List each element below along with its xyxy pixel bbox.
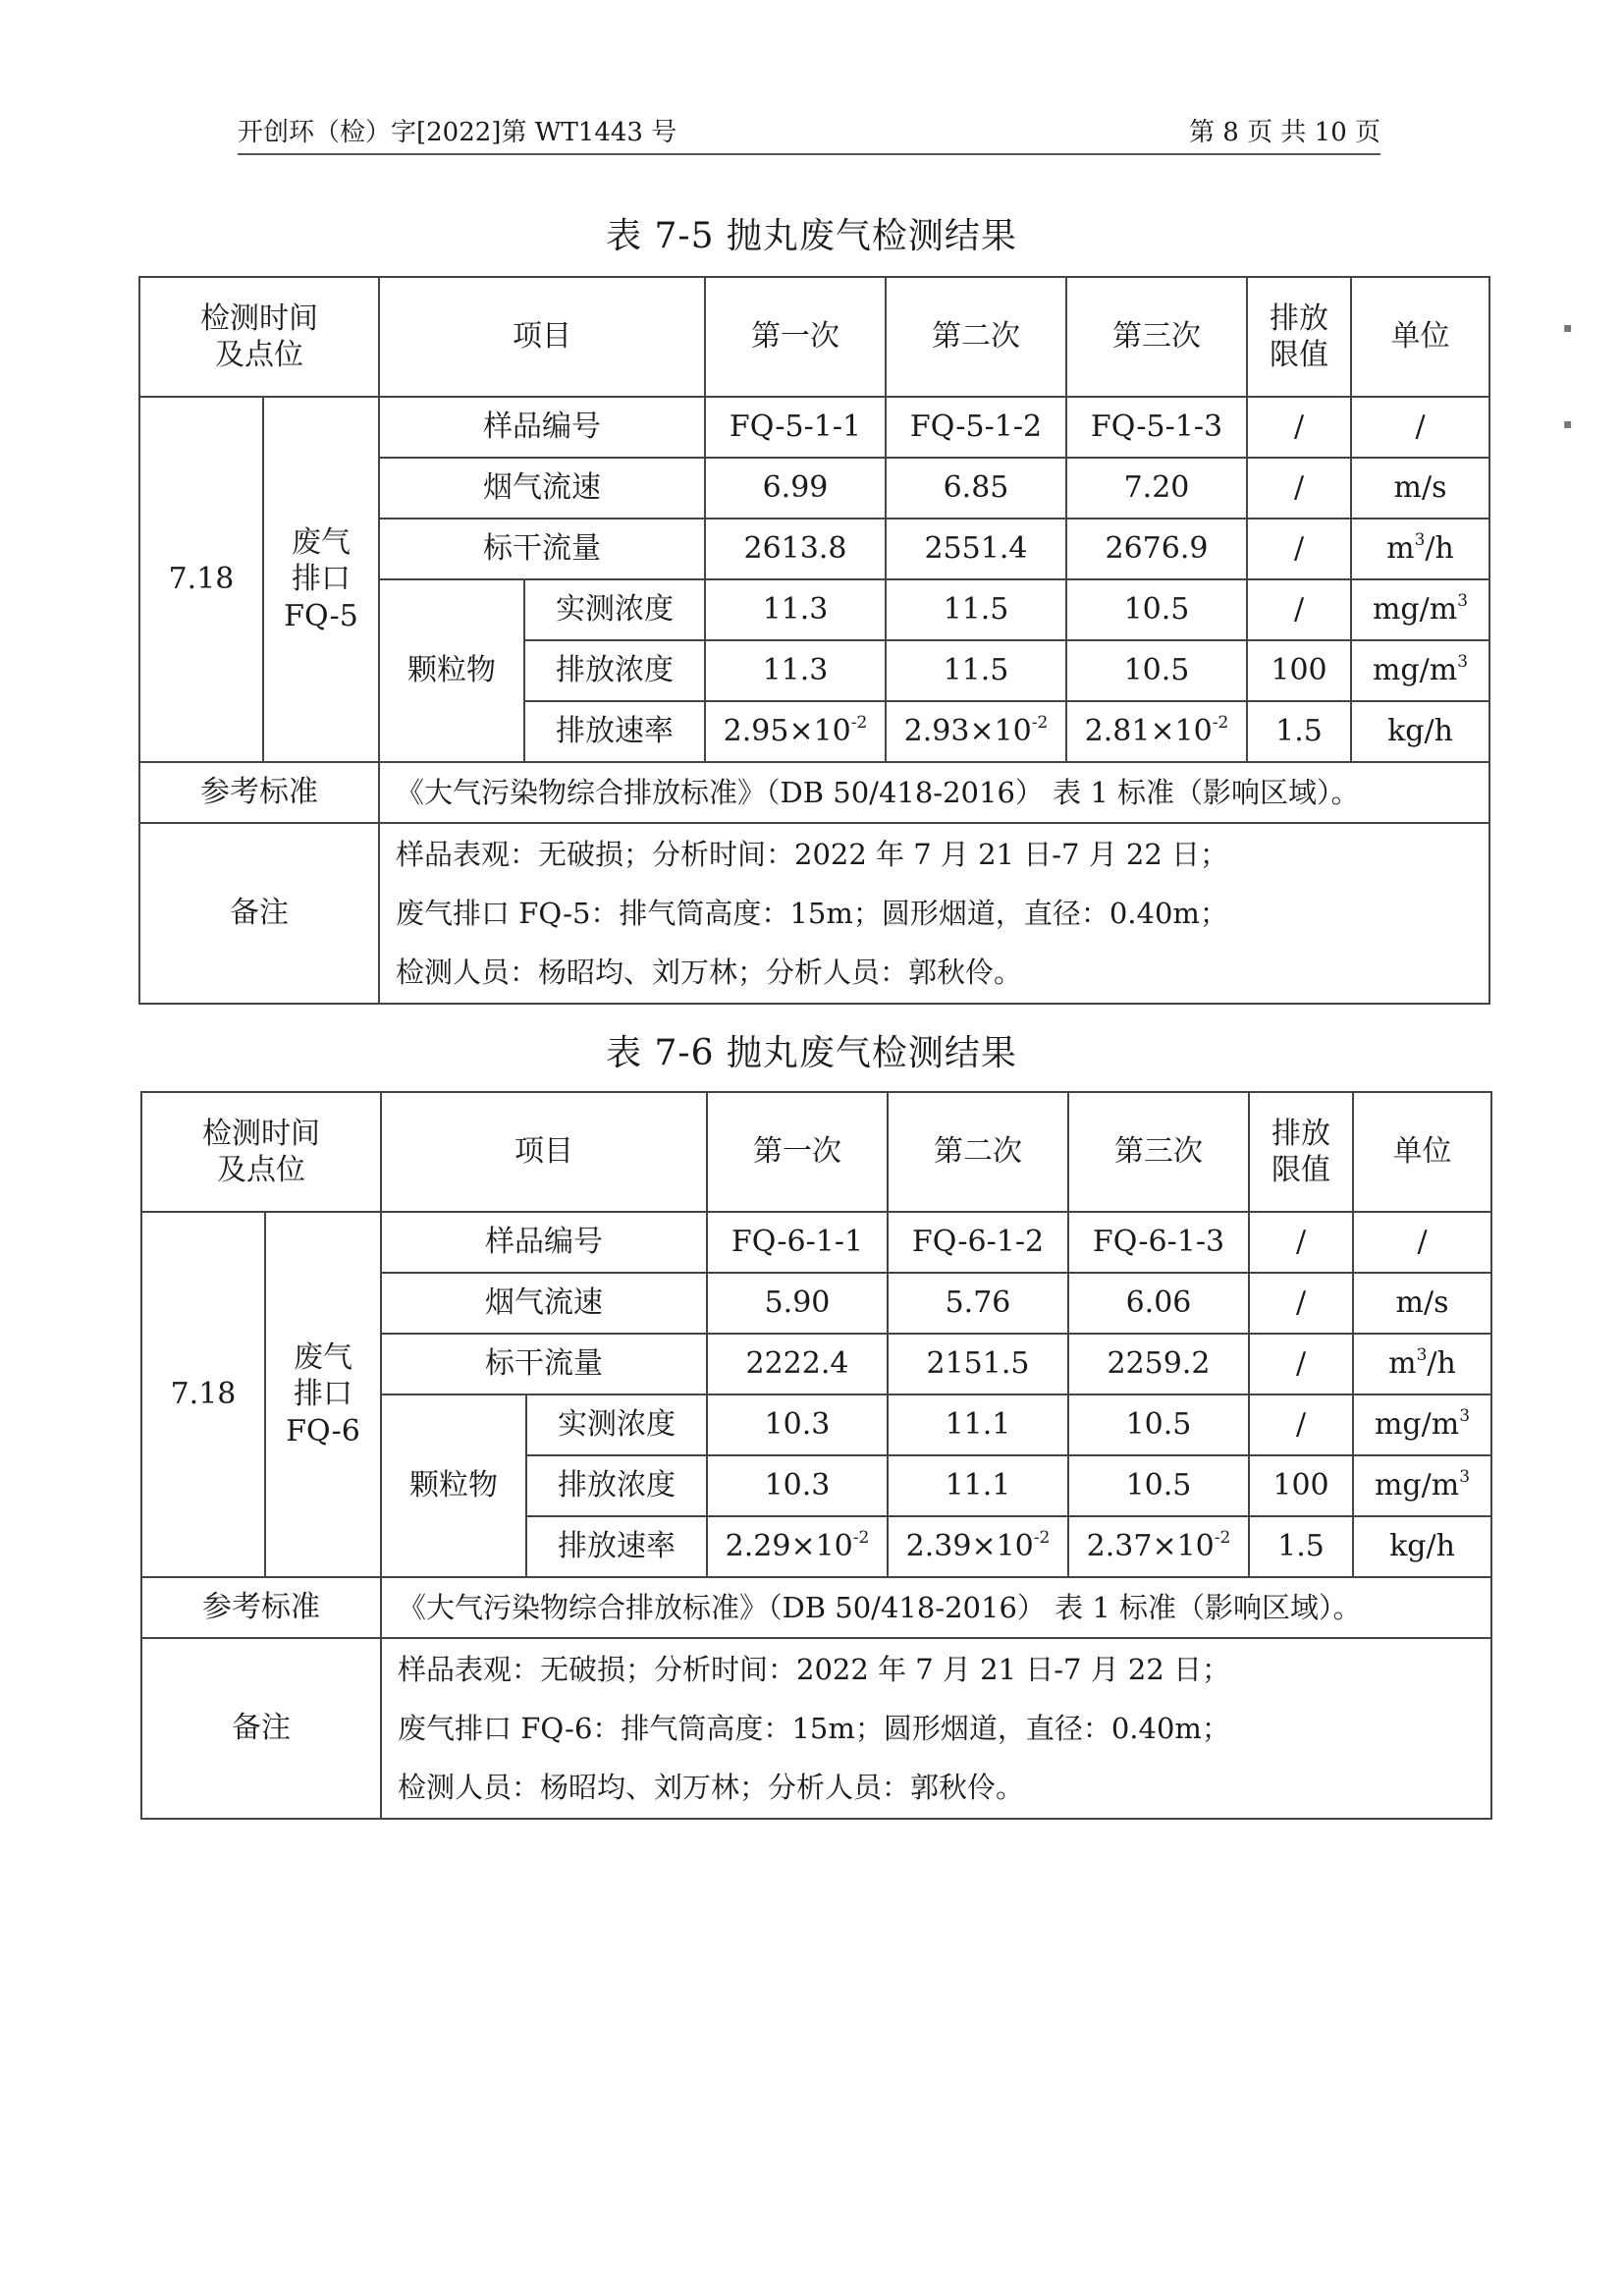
scan-speck: ▪	[1563, 416, 1573, 432]
limit-cell: 1.5	[1249, 1516, 1353, 1577]
header-second: 第二次	[886, 277, 1066, 397]
value-cell: 10.3	[707, 1455, 888, 1516]
value-cell: FQ-6-1-3	[1068, 1212, 1249, 1273]
reference-label: 参考标准	[139, 762, 379, 823]
item-cell: 排放速率	[524, 701, 705, 762]
item-cell: 烟气流速	[379, 458, 705, 519]
value-cell: 6.06	[1068, 1273, 1249, 1334]
limit-cell: 100	[1247, 640, 1351, 701]
table-header-row	[141, 1092, 1491, 1212]
unit-cell: $mg/m^3$	[1351, 579, 1489, 640]
value-cell: 5.90	[707, 1273, 888, 1334]
unit-cell: kg/h	[1351, 701, 1489, 762]
value-cell: 11.5	[886, 640, 1066, 701]
table-title-7-6: 表 7-6 抛丸废气检测结果	[606, 1033, 1017, 1073]
reference-row	[141, 1577, 1491, 1638]
header-third: 第三次	[1068, 1092, 1249, 1212]
header-unit: 单位	[1353, 1092, 1491, 1212]
unit-cell: $m^3/h$	[1351, 519, 1489, 579]
table-row	[139, 397, 1489, 458]
limit-cell: /	[1249, 1394, 1353, 1455]
header-third: 第三次	[1066, 277, 1247, 397]
unit-cell: $mg/m^3$	[1351, 640, 1489, 701]
value-cell: 2222.4	[707, 1334, 888, 1394]
item-cell: 排放浓度	[526, 1455, 707, 1516]
results-table-7-6	[140, 1091, 1492, 1820]
unit-cell: m/s	[1353, 1273, 1491, 1334]
limit-cell: /	[1247, 579, 1351, 640]
item-cell: 实测浓度	[526, 1394, 707, 1455]
reference-text: 《大气污染物综合排放标准》（DB 50/418-2016） 表 1 标准（影响区域）。	[379, 762, 1489, 823]
header-time-point: 检测时间 及点位	[139, 277, 379, 397]
date-cell: 7.18	[139, 397, 263, 762]
value-cell: FQ-5-1-3	[1066, 397, 1247, 458]
limit-cell: /	[1247, 458, 1351, 519]
limit-cell: /	[1247, 397, 1351, 458]
value-cell: 11.5	[886, 579, 1066, 640]
value-cell: FQ-6-1-2	[888, 1212, 1068, 1273]
header-item: 项目	[381, 1092, 707, 1212]
value-cell: FQ-6-1-1	[707, 1212, 888, 1273]
value-cell: 11.3	[705, 640, 886, 701]
unit-cell: $m^3/h$	[1353, 1334, 1491, 1394]
unit-cell: $mg/m^3$	[1353, 1394, 1491, 1455]
scan-speck: ▪	[1563, 320, 1573, 336]
header-first: 第一次	[707, 1092, 888, 1212]
item-cell: 样品编号	[381, 1212, 707, 1273]
limit-cell: /	[1249, 1273, 1353, 1334]
unit-cell: m/s	[1351, 458, 1489, 519]
value-cell: 10.5	[1066, 640, 1247, 701]
reference-text: 《大气污染物综合排放标准》（DB 50/418-2016） 表 1 标准（影响区域）。	[381, 1577, 1491, 1638]
results-table-7-5	[138, 276, 1490, 1005]
unit-cell: $mg/m^3$	[1353, 1455, 1491, 1516]
point-cell: 废气 排口 FQ-5	[263, 397, 379, 762]
item-cell: 标干流量	[381, 1334, 707, 1394]
value-cell: 11.1	[888, 1455, 1068, 1516]
date-cell: 7.18	[141, 1212, 265, 1577]
header-first: 第一次	[705, 277, 886, 397]
table-header-row	[139, 277, 1489, 397]
value-cell: $2.37\times 10^{-2}$	[1068, 1516, 1249, 1577]
item-cell: 样品编号	[379, 397, 705, 458]
value-cell: 2259.2	[1068, 1334, 1249, 1394]
header-item: 项目	[379, 277, 705, 397]
particulate-cell: 颗粒物	[379, 579, 524, 762]
limit-cell: /	[1249, 1334, 1353, 1394]
reference-row	[139, 762, 1489, 823]
notes-row	[141, 1638, 1491, 1819]
value-cell: 2151.5	[888, 1334, 1068, 1394]
value-cell: 10.5	[1068, 1394, 1249, 1455]
header-limit: 排放 限值	[1247, 277, 1351, 397]
unit-cell: kg/h	[1353, 1516, 1491, 1577]
item-cell: 烟气流速	[381, 1273, 707, 1334]
table-title-7-5: 表 7-5 抛丸废气检测结果	[606, 216, 1017, 256]
value-cell: 2676.9	[1066, 519, 1247, 579]
report-number: 开创环（检）字[2022]第 WT1443 号	[238, 118, 677, 147]
table-row	[141, 1212, 1491, 1273]
value-cell: 2551.4	[886, 519, 1066, 579]
value-cell: 10.5	[1068, 1455, 1249, 1516]
value-cell: 11.3	[705, 579, 886, 640]
limit-cell: /	[1247, 519, 1351, 579]
notes-label: 备注	[141, 1638, 381, 1819]
item-cell: 实测浓度	[524, 579, 705, 640]
value-cell: 2613.8	[705, 519, 886, 579]
header-unit: 单位	[1351, 277, 1489, 397]
value-cell: $2.29\times 10^{-2}$	[707, 1516, 888, 1577]
notes-text: 样品表观：无破损；分析时间：2022 年 7 月 21 日-7 月 22 日； 废气排口 FQ-5：排气筒高度：15m；圆形烟道，直径：0.40m； 检测人员：杨昭均、刘万林；分析人员：郭秋伶。	[379, 823, 1489, 1004]
value-cell: 11.1	[888, 1394, 1068, 1455]
value-cell: 10.3	[707, 1394, 888, 1455]
item-cell: 排放速率	[526, 1516, 707, 1577]
value-cell: 5.76	[888, 1273, 1068, 1334]
value-cell: FQ-5-1-1	[705, 397, 886, 458]
unit-cell: /	[1353, 1212, 1491, 1273]
value-cell: $2.93\times 10^{-2}$	[886, 701, 1066, 762]
value-cell: 10.5	[1066, 579, 1247, 640]
header-second: 第二次	[888, 1092, 1068, 1212]
limit-cell: 1.5	[1247, 701, 1351, 762]
value-cell: FQ-5-1-2	[886, 397, 1066, 458]
unit-cell: /	[1351, 397, 1489, 458]
notes-text: 样品表观：无破损；分析时间：2022 年 7 月 21 日-7 月 22 日； 废气排口 FQ-6：排气筒高度：15m；圆形烟道，直径：0.40m； 检测人员：杨昭均、刘万林；分析人员：郭秋伶。	[381, 1638, 1491, 1819]
page-indicator: 第 8 页 共 10 页	[1189, 118, 1380, 147]
item-cell: 标干流量	[379, 519, 705, 579]
reference-label: 参考标准	[141, 1577, 381, 1638]
limit-cell: 100	[1249, 1455, 1353, 1516]
value-cell: $2.95\times 10^{-2}$	[705, 701, 886, 762]
value-cell: $2.81\times 10^{-2}$	[1066, 701, 1247, 762]
point-cell: 废气 排口 FQ-6	[265, 1212, 381, 1577]
item-cell: 排放浓度	[524, 640, 705, 701]
particulate-cell: 颗粒物	[381, 1394, 526, 1577]
value-cell: $2.39\times 10^{-2}$	[888, 1516, 1068, 1577]
header-limit: 排放 限值	[1249, 1092, 1353, 1212]
notes-label: 备注	[139, 823, 379, 1004]
value-cell: 7.20	[1066, 458, 1247, 519]
page-header	[238, 106, 1380, 155]
header-time-point: 检测时间 及点位	[141, 1092, 381, 1212]
limit-cell: /	[1249, 1212, 1353, 1273]
notes-row	[139, 823, 1489, 1004]
value-cell: 6.85	[886, 458, 1066, 519]
value-cell: 6.99	[705, 458, 886, 519]
